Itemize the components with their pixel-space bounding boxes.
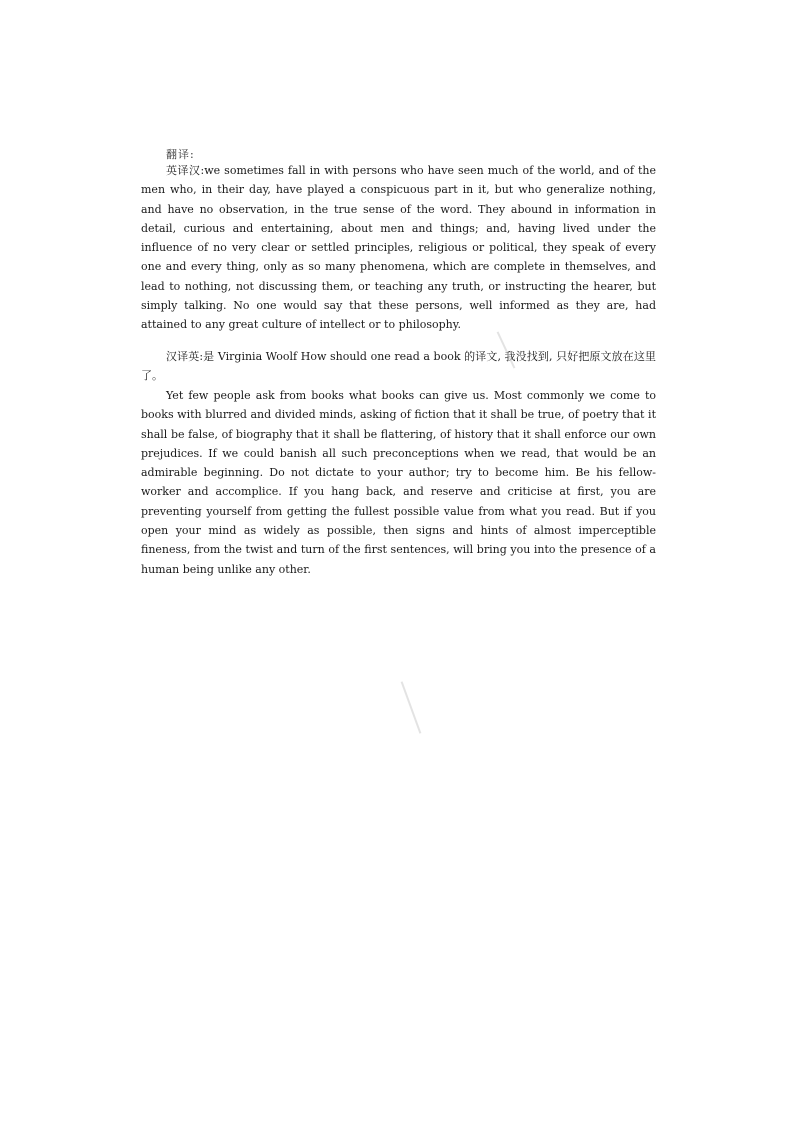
english-to-chinese-text: we sometimes fall in with persons who have seen much of the world, and of the men who, in their day, have played a conspicuous part in it, but who generalize nothing, and have no observation, in the true sense of the word. They abound in information in detail, curious and entertaining, about men and things; and, having lived under the influence of no very clear or settled principles, religious or political, they speak of every one and every thing, only as so many phenomena, which are complete in themselves, and lead to nothing, not discussing them, or teaching any truth, or instructing the hearer, but simply talking. No one would say that these persons, well informed as they are, had attained to any great culture of intellect or to philosophy. <box>141 164 656 332</box>
english-to-chinese-label: 英译汉: <box>166 164 205 177</box>
chinese-to-english-section <box>141 386 656 579</box>
english-to-chinese-section <box>141 161 656 335</box>
english-to-chinese-paragraph <box>141 161 656 335</box>
section-heading: 翻译: <box>166 148 195 161</box>
chinese-to-english-paragraph: Yet few people ask from books what books can give us. Most commonly we come to books with blurred and divided minds, asking of fiction that it shall be true, of poetry that it shall be false, of biography that it shall be flattering, of history that it shall enforce our own prejudices. If we could banish all such preconceptions when we read, that would be an admirable beginning. Do not dictate to your author; try to become him. Be his fellow-worker and accomplice. If you hang back, and reserve and criticise at first, you are preventing yourself from getting the fullest possible value from what you read. But if you open your mind as widely as possible, then signs and hints of almost imperceptible fineness, from the twist and turn of the first sentences, will bring you into the presence of a human being unlike any other. <box>141 389 656 576</box>
chinese-to-english-note: 是 Virginia Woolf How should one read a book 的译文, 我没找到, 只好把原文放在这里了。 <box>141 350 656 383</box>
chinese-to-english-label: 汉译英: <box>166 350 204 363</box>
chinese-to-english-header <box>141 347 656 386</box>
scan-artifact-mark <box>401 681 422 733</box>
chinese-to-english-intro <box>141 347 656 386</box>
